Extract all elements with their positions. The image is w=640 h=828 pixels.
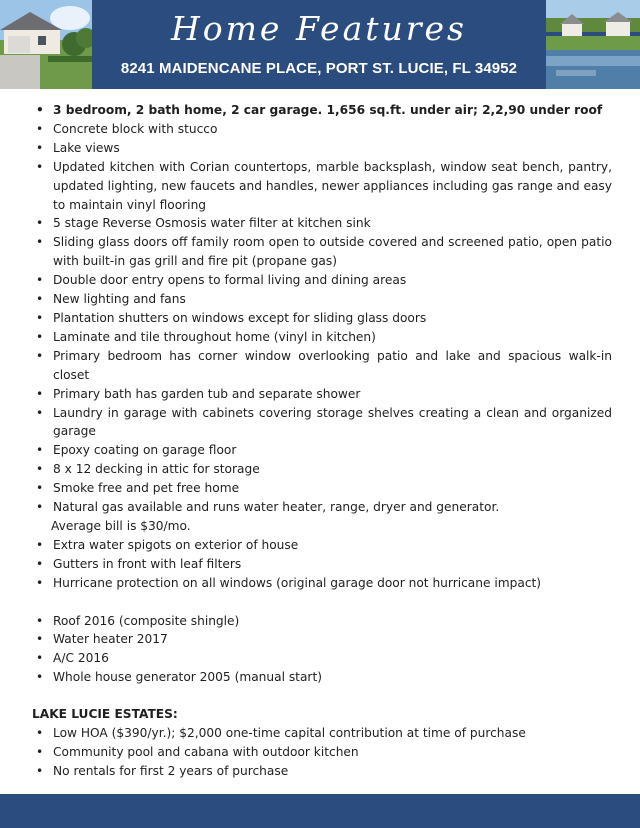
list-item: • Concrete block with stucco xyxy=(32,120,612,139)
list-item: • Low HOA ($390/yr.); $2,000 one-time capital contribution at time of purchase xyxy=(32,724,612,743)
list-item: • 3 bedroom, 2 bath home, 2 car garage. 1,656 sq.ft. under air; 2,2,90 under roof xyxy=(32,101,612,120)
features-list-more xyxy=(32,536,612,593)
list-item: • Laminate and tile throughout home (vinyl in kitchen) xyxy=(32,328,612,347)
list-item: • Lake views xyxy=(32,139,612,158)
list-item: • No rentals for first 2 years of purchase xyxy=(32,762,612,781)
systems-list xyxy=(32,612,612,688)
list-item: • Epoxy coating on garage floor xyxy=(32,441,612,460)
list-item: • Sliding glass doors off family room open to outside covered and screened patio, open patio with built-in gas grill and fire pit (propane gas) xyxy=(32,233,612,271)
list-item: • Primary bath has garden tub and separate shower xyxy=(32,385,612,404)
list-item: • Gutters in front with leaf filters xyxy=(32,555,612,574)
property-address: 8241 MAIDENCANE PLACE, PORT ST. LUCIE, FL 34952 xyxy=(120,60,518,77)
list-item: • 5 stage Reverse Osmosis water filter at kitchen sink xyxy=(32,214,612,233)
list-item: • Community pool and cabana with outdoor kitchen xyxy=(32,743,612,762)
list-item: • Plantation shutters on windows except for sliding glass doors xyxy=(32,309,612,328)
list-item: • Smoke free and pet free home xyxy=(32,479,612,498)
gas-bill-note: Average bill is $30/mo. xyxy=(51,518,191,533)
list-item: • Primary bedroom has corner window overlooking patio and lake and spacious walk-in closet xyxy=(32,347,612,385)
features-content xyxy=(32,101,612,781)
list-item: • Extra water spigots on exterior of house xyxy=(32,536,612,555)
list-item: • Whole house generator 2005 (manual start) xyxy=(32,668,612,687)
list-item: • New lighting and fans xyxy=(32,290,612,309)
list-item: • Double door entry opens to formal living and dining areas xyxy=(32,271,612,290)
list-item: • A/C 2016 xyxy=(32,649,612,668)
list-item: • Water heater 2017 xyxy=(32,630,612,649)
list-item: • 8 x 12 decking in attic for storage xyxy=(32,460,612,479)
list-item: • Hurricane protection on all windows (original garage door not hurricane impact) xyxy=(32,574,612,593)
footer-bar xyxy=(0,794,640,828)
house-front-photo xyxy=(0,0,92,89)
list-item: • Natural gas available and runs water heater, range, dryer and generator. xyxy=(32,498,612,517)
features-list xyxy=(32,101,612,517)
community-heading: LAKE LUCIE ESTATES: xyxy=(32,707,178,722)
page-title: Home Features xyxy=(170,9,467,48)
list-item: • Roof 2016 (composite shingle) xyxy=(32,612,612,631)
community-list xyxy=(32,724,612,781)
header-banner xyxy=(0,0,640,89)
list-item: • Updated kitchen with Corian countertops, marble backsplash, window seat bench, pantry, updated lighting, new faucets and handles, newer appliances including gas range and easy to maintain vinyl flooring xyxy=(32,158,612,215)
list-item: • Laundry in garage with cabinets covering storage shelves creating a clean and organized garage xyxy=(32,404,612,442)
lake-view-photo xyxy=(546,0,640,89)
spacer xyxy=(32,593,612,612)
